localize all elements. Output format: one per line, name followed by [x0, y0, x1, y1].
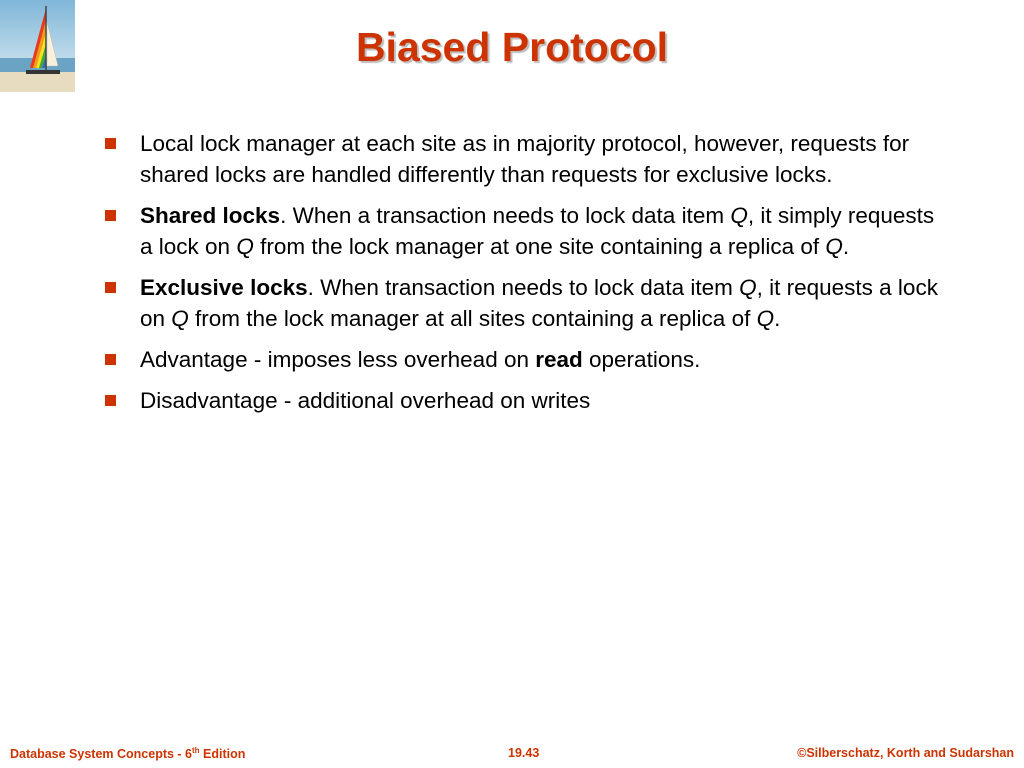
- variable-q: Q: [825, 234, 843, 259]
- footer-book-title: [10, 746, 245, 761]
- bullet-text: .: [774, 306, 781, 331]
- bullet-text: , it requests a lock on: [140, 275, 938, 331]
- variable-q: Q: [236, 234, 254, 259]
- variable-q: Q: [756, 306, 775, 331]
- bullet-bold-term: Exclusive locks: [140, 275, 308, 300]
- square-bullet-icon: [105, 395, 116, 406]
- bullet-item: [105, 128, 945, 190]
- bullet-text: , it simply requests a lock on: [140, 203, 935, 259]
- footer-page-number: 19.43: [508, 746, 540, 760]
- bullet-bold-term: read: [535, 347, 583, 372]
- footer-edition-sup: th: [192, 746, 200, 755]
- variable-q: Q: [739, 275, 757, 300]
- bullet-item: [105, 272, 945, 334]
- bullet-text: Disadvantage - additional overhead on writes: [140, 388, 591, 413]
- bullet-item: [105, 385, 945, 416]
- bullet-text: operations.: [582, 347, 701, 372]
- bullet-text: .: [842, 234, 850, 259]
- footer-edition-text: Edition: [199, 747, 246, 762]
- bullet-text: . When transaction needs to lock data item: [307, 275, 740, 300]
- bullet-text: Advantage - imposes less overhead on: [140, 347, 536, 372]
- square-bullet-icon: [105, 138, 116, 149]
- slide-title: Biased Protocol: [355, 24, 669, 70]
- footer-copyright: ©Silberschatz, Korth and Sudarshan: [797, 746, 1014, 760]
- footer-book-text: Database System Concepts - 6: [10, 747, 193, 762]
- bullet-bold-term: Shared locks: [140, 203, 281, 228]
- bullet-list: [105, 128, 945, 426]
- bullet-item: [105, 200, 945, 262]
- variable-q: Q: [730, 203, 748, 228]
- bullet-text: . When a transaction needs to lock data item: [280, 203, 731, 228]
- bullet-text: from the lock manager at all sites containing a replica of: [188, 306, 757, 331]
- bullet-text: Local lock manager at each site as in majority protocol, however, requests for shared locks are handled differently than requests for exclusive locks.: [140, 131, 910, 187]
- square-bullet-icon: [105, 354, 116, 365]
- square-bullet-icon: [105, 210, 116, 221]
- bullet-item: [105, 344, 945, 375]
- square-bullet-icon: [105, 282, 116, 293]
- bullet-text: from the lock manager at one site containing a replica of: [253, 234, 826, 259]
- variable-q: Q: [171, 306, 189, 331]
